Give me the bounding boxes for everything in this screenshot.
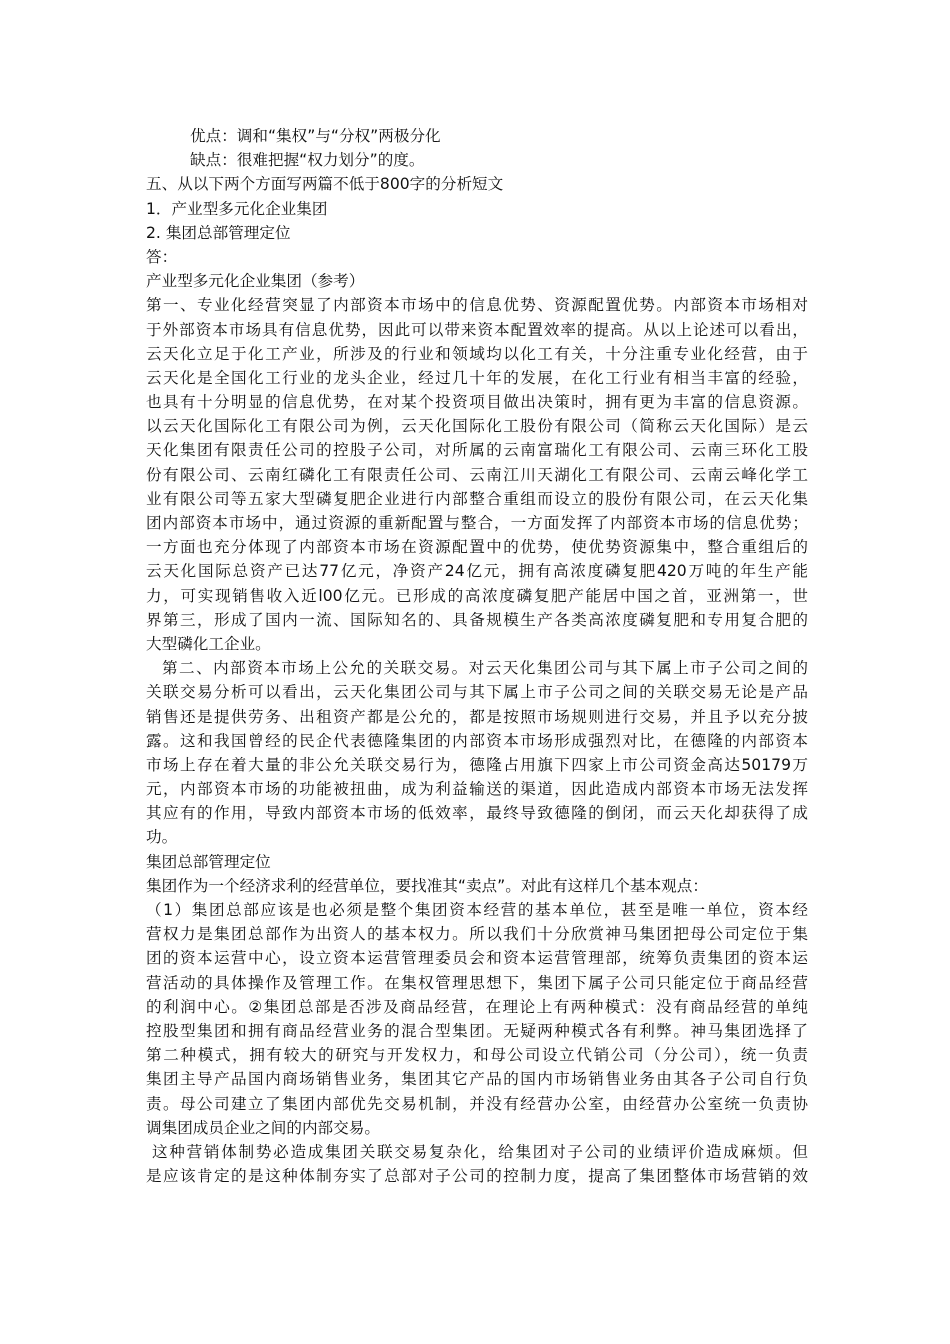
text-line: 销售还是提供劳务、出租资产都是公允的，都是按照市场规则进行交易，并且予以充分披 <box>146 707 808 726</box>
text-line: 云天化国际总资产已达77亿元，净资产24亿元，拥有高浓度磷复肥420万吨的年生产能 <box>146 562 808 581</box>
text-line: 以云天化国际化工有限公司为例，云天化国际化工股份有限公司（简称云天化国际）是云 <box>146 417 808 436</box>
text-line: 营活动的具体操作及管理工作。在集权管理思想下，集团下属子公司只能定位于商品经营 <box>146 973 808 992</box>
text-line: 1．产业型多元化企业集团 <box>146 199 328 218</box>
text-line: 集团主导产品国内商场销售业务，集团其它产品的国内市场销售业务由其各子公司自行负 <box>146 1070 808 1089</box>
text-line: 这种营销体制势必造成集团关联交易复杂化，给集团对子公司的业绩评价造成麻烦。但 <box>152 1142 808 1161</box>
text-line: 缺点：很难把握“权力划分”的度。 <box>190 151 425 170</box>
text-line: 集团总部管理定位 <box>146 852 271 871</box>
text-line: 产业型多元化企业集团（参考） <box>146 272 365 291</box>
text-line: 功。 <box>146 828 178 847</box>
text-line: 其应有的作用，导致内部资本市场的低效率，最终导致德隆的倒闭，而云天化却获得了成 <box>146 804 808 823</box>
text-line: 云天化是全国化工行业的龙头企业，经过几十年的发展，在化工行业有相当丰富的经验， <box>146 368 808 387</box>
text-line: 界第三，形成了国内一流、国际知名的、具备规模生产各类高浓度磷复肥和专用复合肥的 <box>146 610 808 629</box>
text-line: 一方面也充分体现了内部资本市场在资源配置中的优势，使优势资源集中，整合重组后的 <box>146 538 808 557</box>
text-line: 调集团成员企业之间的内部交易。 <box>146 1118 380 1137</box>
text-line: 营权力是集团总部作为出资人的基本权力。所以我们十分欣赏神马集团把母公司定位于集 <box>146 925 808 944</box>
text-line: 团内部资本市场中，通过资源的重新配置与整合，一方面发挥了内部资本市场的信息优势； <box>146 514 808 532</box>
text-line: 第二、内部资本市场上公允的关联交易。对云天化集团公司与其下属上市子公司之间的 <box>162 659 808 678</box>
text-line: 五、从以下两个方面写两篇不低于800字的分析短文 <box>146 175 504 194</box>
text-line: 责。母公司建立了集团内部优先交易机制，并没有经营办公室，由经营办公室统一负责协 <box>146 1094 808 1113</box>
text-line: 的利润中心。②集团总部是否涉及商品经营，在理论上有两种模式：没有商品经营的单纯 <box>146 997 808 1016</box>
text-line: 力，可实现销售收入近l00亿元。已形成的高浓度磷复肥产能居中国之首，亚洲第一，世 <box>146 586 808 605</box>
text-line: 2. 集团总部管理定位 <box>146 223 291 242</box>
text-line: 关联交易分析可以看出，云天化集团公司与其下属上市子公司之间的关联交易无论是产品 <box>146 683 808 702</box>
text-line: （1）集团总部应该是也必须是整个集团资本经营的基本单位，甚至是唯一单位，资本经 <box>146 901 808 919</box>
text-line: 露。这和我国曾经的民企代表德隆集团的内部资本市场形成强烈对比，在德隆的内部资本 <box>146 731 808 750</box>
text-line: 大型磷化工企业。 <box>146 634 271 653</box>
text-line: 市场上存在着大量的非公允关联交易行为，德隆占用旗下四家上市公司资金高达50179万 <box>146 755 808 774</box>
document-page <box>146 124 808 1188</box>
text-line: 第一、专业化经营突显了内部资本市场中的信息优势、资源配置优势。内部资本市场相对 <box>146 296 808 315</box>
text-line: 于外部资本市场具有信息优势，因此可以带来资本配置效率的提高。从以上论述可以看出， <box>146 320 808 339</box>
text-line: 集团作为一个经济求利的经营单位，要找准其“卖点”。对此有这样几个基本观点： <box>146 876 708 895</box>
text-line: 优点：调和“集权”与“分权”两极分化 <box>190 127 441 145</box>
text-line: 第二种模式，拥有较大的研究与开发权力，和母公司设立代销公司（分公司），统一负责 <box>146 1046 808 1065</box>
text-line: 云天化立足于化工产业，所涉及的行业和领域均以化工有关，十分注重专业化经营，由于 <box>146 344 808 363</box>
text-line: 天化集团有限责任公司的控股子公司，对所属的云南富瑞化工有限公司、云南三环化工股 <box>146 441 808 460</box>
text-line: 是应该肯定的是这种体制夯实了总部对子公司的控制力度，提高了集团整体市场营销的效 <box>146 1167 808 1186</box>
text-line: 控股型集团和拥有商品经营业务的混合型集团。无疑两种模式各有利弊。神马集团选择了 <box>146 1021 808 1040</box>
text-line: 答： <box>146 247 178 266</box>
text-line: 业有限公司等五家大型磷复肥企业进行内部整合重组而设立的股份有限公司，在云天化集 <box>146 489 808 508</box>
text-line: 团的资本运营中心，设立资本运营管理委员会和资本运营管理部，统筹负责集团的资本运 <box>146 949 808 968</box>
text-line: 份有限公司、云南红磷化工有限责任公司、云南江川天湖化工有限公司、云南云峰化学工 <box>146 465 808 484</box>
text-line: 元，内部资本市场的功能被扭曲，成为利益输送的渠道，因此造成内部资本市场无法发挥 <box>146 780 808 799</box>
text-line: 也具有十分明显的信息优势，在对某个投资项目做出决策时，拥有更为丰富的信息资源。 <box>146 393 808 412</box>
